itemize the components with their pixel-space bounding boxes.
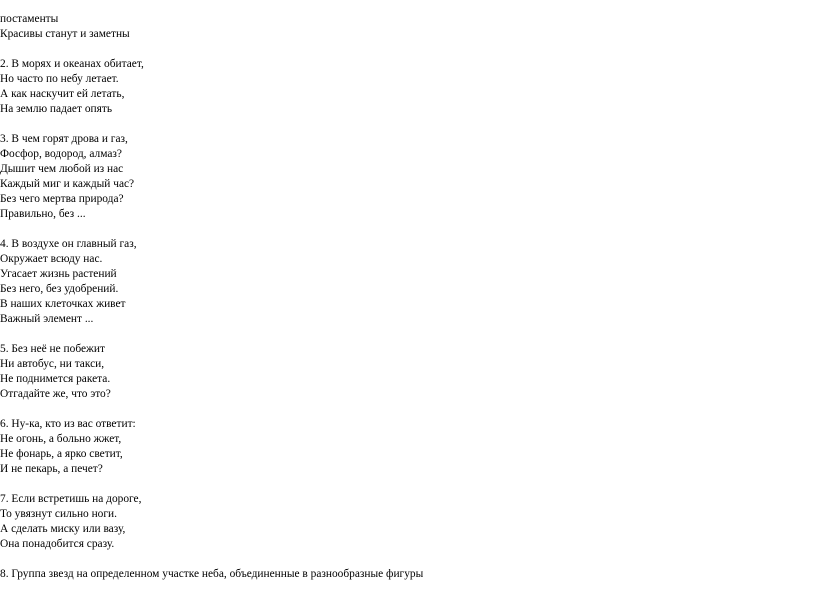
riddle-4 [0, 237, 800, 327]
text-line: 7. Если встретишь на дороге, [0, 493, 142, 505]
text-line: Без чего мертва природа? [0, 193, 124, 205]
riddle-6 [0, 417, 800, 477]
riddle-3 [0, 132, 800, 222]
paragraph-gap [0, 552, 800, 567]
text-line: А сделать миску или вазу, [0, 523, 126, 535]
text-line: 3. В чем горят дрова и газ, [0, 133, 128, 145]
text-line: Не фонарь, а ярко светит, [0, 448, 123, 460]
paragraph-gap [0, 477, 800, 492]
text-line: 8. Группа звезд на определенном участке неба, объединенные в разнообразные фигуры [0, 568, 424, 580]
text-line: 4. В воздухе он главный газ, [0, 238, 137, 250]
text-line: Правильно, без ... [0, 208, 86, 220]
text-line: Ни автобус, ни такси, [0, 358, 105, 370]
riddles-text [0, 12, 800, 582]
paragraph-gap [0, 42, 800, 57]
text-line: постаменты [0, 13, 59, 25]
text-line: Красивы станут и заметны [0, 28, 130, 40]
text-line: Не огонь, а больно жжет, [0, 433, 122, 445]
text-line: Дышит чем любой из нас [0, 163, 124, 175]
paragraph-gap [0, 222, 800, 237]
text-line: Угасает жизнь растений [0, 268, 117, 280]
riddle-7 [0, 492, 800, 552]
paragraph-gap [0, 327, 800, 342]
text-line: Без него, без удобрений. [0, 283, 119, 295]
text-line: На землю падает опять [0, 103, 113, 115]
text-line: Окружает всюду нас. [0, 253, 103, 265]
text-line: Каждый миг и каждый час? [0, 178, 135, 190]
text-line: Она понадобится сразу. [0, 538, 115, 550]
text-line: Отгадайте же, что это? [0, 388, 111, 400]
text-line: Не поднимется ракета. [0, 373, 111, 385]
text-line: А как наскучит ей летать, [0, 88, 125, 100]
paragraph-gap [0, 402, 800, 417]
text-line: И не пекарь, а печет? [0, 463, 103, 475]
text-line: Важный элемент ... [0, 313, 94, 325]
text-line: 5. Без неё не побежит [0, 343, 105, 355]
text-line: Фосфор, водород, алмаз? [0, 148, 122, 160]
paragraph-gap [0, 117, 800, 132]
riddle-5 [0, 342, 800, 402]
text-block-intro [0, 12, 800, 42]
text-line: 2. В морях и океанах обитает, [0, 58, 144, 70]
riddle-8 [0, 567, 800, 582]
text-line: То увязнут сильно ноги. [0, 508, 117, 520]
riddle-2 [0, 57, 800, 117]
text-line: В наших клеточках живет [0, 298, 126, 310]
text-line: Но часто по небу летает. [0, 73, 119, 85]
text-line: 6. Ну-ка, кто из вас ответит: [0, 418, 136, 430]
